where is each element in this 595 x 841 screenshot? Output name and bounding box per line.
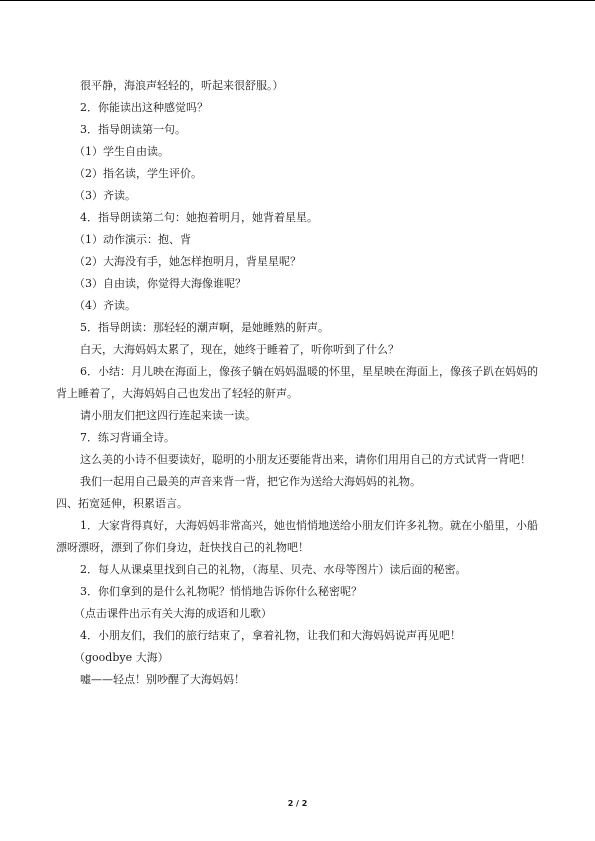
text-line: 很平静，海浪声轻轻的，听起来很舒服。） (80, 79, 284, 92)
document-body (56, 75, 544, 691)
text-line: 7．练习背诵全诗。 (80, 431, 175, 444)
text-line: （3）自由读，你觉得大海像谁呢？ (74, 277, 246, 290)
text-line: （3）齐读。 (74, 189, 136, 202)
text-line: 4．指导朗读第二句：她抱着明月，她背着星星。 (80, 211, 318, 224)
text-line: 2．每人从课桌里找到自己的礼物，（海星、贝壳、水母等图片）读后面的秘密。 (80, 563, 467, 576)
text-line: 我们一起用自己最美的声音来背一背，把它作为送给大海妈妈的礼物。 (80, 475, 421, 488)
text-line: （goodbye 大海） (74, 651, 169, 664)
text-line: （点击课件出示有关大海的成语和儿歌） (74, 607, 272, 620)
text-line: （2）大海没有手，她怎样抱明月，背星星呢？ (74, 255, 301, 268)
page-number: 2 / 2 (287, 799, 308, 808)
gift-paragraph: 1．大家背得真好，大海妈妈非常高兴，她也悄悄地送给小朋友们许多礼物。就在小船里，小船漂呀漂呀，漂到了你们身边，赶快找自己的礼物吧！ (56, 519, 538, 554)
text-line: 白天，大海妈妈太累了，现在，她终于睡着了，听你听到了什么？ (80, 343, 399, 356)
text-line: （4）齐读。 (74, 299, 136, 312)
text-line: 2．你能读出这种感觉吗？ (80, 101, 208, 114)
text-line: 请小朋友们把这四行连起来读一读。 (80, 409, 256, 422)
text-line: 嘘——轻点！别吵醒了大海妈妈！ (80, 673, 245, 686)
summary-paragraph: 6．小结：月儿映在海面上，像孩子躺在妈妈温暖的怀里，星星映在海面上，像孩子趴在妈妈的背上睡着了，大海妈妈自己也发出了轻轻的鼾声。 (56, 365, 538, 400)
page-top-rule (0, 0, 595, 1)
recite-paragraph: 这么美的小诗不但要读好，聪明的小朋友还要能背出来，请你们用用自己的方式试背一背吧！ (80, 453, 531, 466)
text-line: （1）学生自由读。 (74, 145, 169, 158)
section-heading: 四、拓宽延伸，积累语言。 (56, 497, 188, 510)
text-line: （2）指名读，学生评价。 (74, 167, 202, 180)
text-line: 5．指导朗读：那轻轻的潮声啊，是她睡熟的鼾声。 (80, 321, 329, 334)
text-line: （1）动作演示：抱、背 (74, 233, 191, 246)
text-line: 4．小朋友们，我们的旅行结束了，拿着礼物，让我们和大海妈妈说声再见吧！ (80, 629, 461, 642)
text-line: 3．你们拿到的是什么礼物呢？悄悄地告诉你什么秘密呢？ (80, 585, 362, 598)
text-line: 3．指导朗读第一句。 (80, 123, 186, 136)
